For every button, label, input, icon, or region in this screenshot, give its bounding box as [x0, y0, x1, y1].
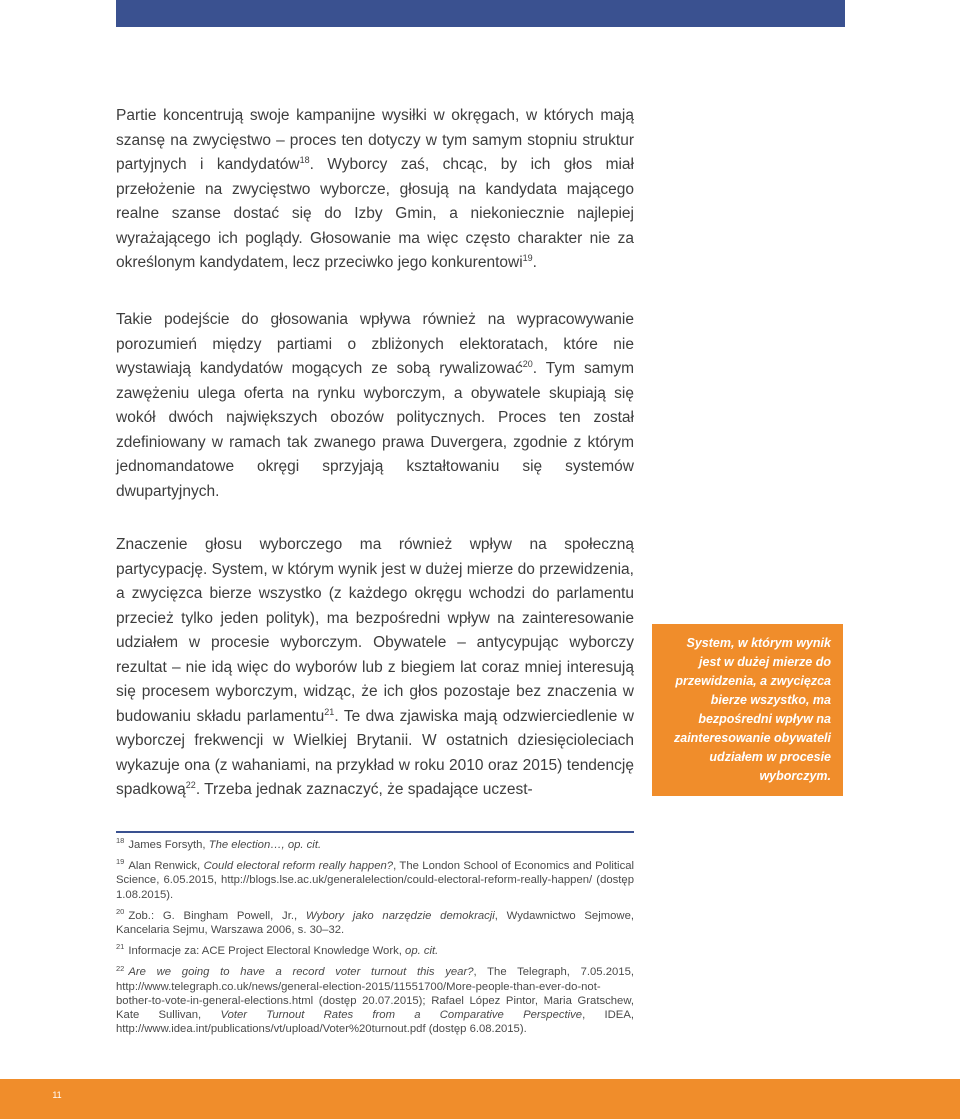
footnote-22 [116, 965, 634, 1036]
footnote-italic: Are we going to have a record voter turnout this year? [128, 966, 474, 979]
footnote-number: 19 [116, 857, 125, 867]
footnote-italic: Voter Turnout Rates from a Comparative Perspective [220, 1009, 583, 1022]
footnote-19 [116, 859, 634, 902]
pull-quote-box [652, 624, 843, 796]
footnote-text: James Forsyth, [128, 839, 209, 851]
footnotes [116, 838, 634, 1043]
body-paragraph-1 [116, 104, 634, 276]
footnote-italic: Wybory jako narzędzie demokracji [305, 909, 495, 922]
footnote-20 [116, 909, 634, 937]
footnote-text[interactable]: , IDEA, http://www.idea.int/publications/vt/upload/Voter%20turnout.pdf (dostęp 6.08.2015). [116, 1009, 634, 1036]
paragraph-text: Takie podejście do głosowania wpływa również na wypracowywanie porozumień między partiami o zbliżonych elektoratach, które nie wystawiają kandydatów mogących ze sobą rywalizować [116, 311, 634, 377]
header-bar [116, 0, 845, 27]
footnote-number: 21 [116, 942, 125, 952]
body-paragraph-2 [116, 308, 634, 504]
footnote-text: Zob.: G. Bingham Powell, Jr., [128, 909, 306, 922]
footnote-number: 22 [116, 963, 125, 973]
footnote-italic: The election…, op. cit. [208, 839, 322, 851]
paragraph-text: . Tym samym zawężeniu ulega oferta na rynku wyborczym, a obywatele skupiają się wokół dwóch największych obozów politycznych. Proces ten został zdefiniowany w ramach tak zwanego prawa Duvergera, zgodnie z którym jednomandatowe okręgi sprzyjają kształtowaniu się systemów dwupartyjnych. [116, 360, 634, 500]
footnote-text: , Wydawnictwo Sejmowe, Kancelaria Sejmu, Warszawa 2006, s. 30–32. [116, 909, 634, 937]
paragraph-text: Znaczenie głosu wyborczego ma również wpływ na społeczną partycypację. System, w którym wynik jest w dużej mierze do przewidzenia, a zwycięzca bierze wszystko (z każdego okręgu wchodzi do parlamentu przecież tylko jeden polityk), ma bezpośredni wpływ na zainteresowanie udziałem w procesie wyborczym. Obywatele – antycypując wyborczy rezultat – nie idą więc do wyborów lub z biegiem lat coraz mniej interesują się procesem wyborczym, widząc, że ich głos pozostaje bez znaczenia w budowaniu składu parlamentu [116, 536, 634, 725]
footer-bar [0, 1079, 960, 1119]
footnote-number: 18 [116, 836, 125, 846]
paragraph-text: Partie koncentrują swoje kampanijne wysiłki w okręgach, w których mają szansę na zwycięstwo – proces ten dotyczy w tym samym stopniu struktur partyjnych i kandydatów [116, 107, 634, 173]
footnote-18 [116, 838, 634, 852]
page-number: 11 [52, 1090, 62, 1100]
footnote-21 [116, 944, 634, 958]
footnote-text: Alan Renwick, [128, 860, 204, 873]
paragraph-text: . [532, 254, 537, 271]
footnote-divider [116, 831, 634, 833]
footnote-ref-19[interactable]: 19 [522, 252, 533, 263]
paragraph-text: . Wyborcy zaś, chcąc, by ich głos miał przełożenie na zwycięstwo wyborcze, głosują na kandydata mającego realne szanse dostać się do Izby Gmin, a niekoniecznie najlepiej wyrażającego ich poglądy. Głosowanie ma więc często charakter nie za określonym kandydatem, lecz przeciwko jego konkurentowi [116, 156, 634, 271]
footnote-ref-20[interactable]: 20 [522, 358, 533, 369]
footnote-text[interactable]: , The London School of Economics and Political Science, 6.05.2015, http://blogs.lse.ac.uk/generalelection/could-electoral-reform-really-happen/ (dostęp 1.08.2015). [116, 860, 635, 901]
paragraph-text: . Te dwa zjawiska mają odzwierciedlenie w wyborczej frekwencji w Wielkiej Brytanii. W ostatnich dziesięcioleciach wykazuje ona (z wahaniami, na przykład w roku 2010 oraz 2015) tendencję spadkową [116, 707, 634, 798]
footnote-ref-21[interactable]: 21 [324, 706, 335, 717]
paragraph-text: . Trzeba jednak zaznaczyć, że spadające uczest- [195, 781, 533, 798]
footnote-text[interactable]: , The Telegraph, 7.05.2015, http://www.telegraph.co.uk/news/general-election-2015/11551700/More-people-than-ever-do-not-bother-to-vote-in-general-elections.html (dostęp 20.07.2015); Rafael López Pintor, Maria Gratschew, Kate Sullivan, [116, 966, 634, 1022]
footnote-ref-18[interactable]: 18 [299, 154, 310, 165]
footnote-italic: op. cit. [405, 945, 439, 958]
footnote-italic: Could electoral reform really happen? [203, 860, 394, 873]
footnote-ref-22[interactable]: 22 [185, 779, 196, 790]
footnote-number: 20 [116, 907, 125, 917]
footnote-text: Informacje za: ACE Project Electoral Knowledge Work, [128, 945, 406, 958]
pull-quote-text: System, w którym wynik jest w dużej mierze do przewidzenia, a zwycięzca bierze wszystko, ma bezpośredni wpływ na zainteresowanie obywateli udziałem w procesie wyborczym. [674, 636, 831, 783]
body-paragraph-3 [116, 533, 634, 803]
